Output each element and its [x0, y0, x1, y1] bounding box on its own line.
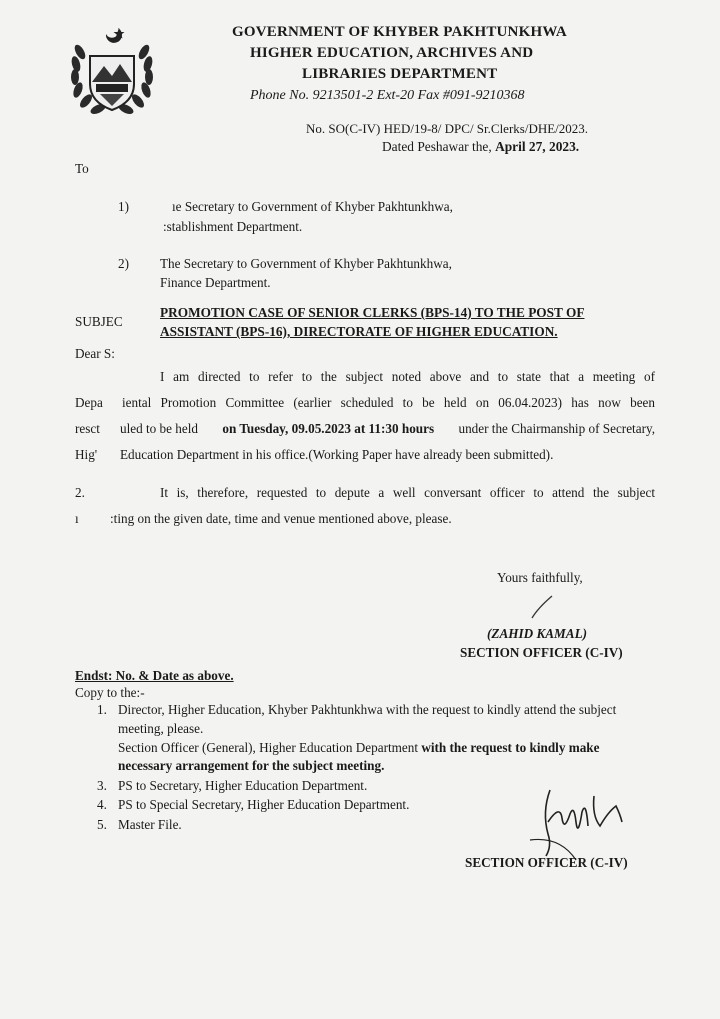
para1-line3b: uled to be held [120, 421, 199, 436]
closing: Yours faithfully, [497, 570, 583, 585]
para2-line2b: :ting on the given date, time and venue mentioned above, please. [110, 511, 452, 526]
header-department-line1: HIGHER EDUCATION, ARCHIVES AND [250, 45, 534, 61]
recipient-2-number: 2) [118, 256, 129, 271]
endorsement-signoff: SECTION OFFICER (C-IV) [465, 855, 628, 870]
copy-item-1-line1: Director, Higher Education, Khyber Pakhtunkhwa with the request to kindly attend the subject [118, 702, 617, 717]
subject-line1: PROMOTION CASE OF SENIOR CLERKS (BPS-14) TO THE POST OF [160, 305, 585, 320]
recipient-2-line2: Finance Department. [160, 275, 271, 290]
copy-item-1-number: 1. [97, 702, 107, 717]
copy-item-4-line1: PS to Special Secretary, Higher Education Department. [118, 797, 410, 812]
copy-item-2-line2: necessary arrangement for the subject meeting. [118, 758, 385, 773]
dated-date: April 27, 2023. [495, 139, 580, 154]
header-government: GOVERNMENT OF KHYBER PAKHTUNKHWA [232, 24, 567, 40]
para1-line3a: resct [75, 421, 100, 436]
reference-number: No. SO(C-IV) HED/19-8/ DPC/ Sr.Clerks/DHE/2023. [306, 121, 589, 136]
copy-item-2-line1b: with the request to kindly make [421, 740, 600, 755]
para2-line1: It is, therefore, requested to depute a well conversant officer to attend the subject [160, 485, 655, 500]
handwritten-signature [520, 782, 630, 862]
copy-item-2-line1a: Section Officer (General), Higher Education Department [118, 740, 419, 755]
recipient-1-line1: ıe Secretary to Government of Khyber Pakhtunkhwa, [172, 199, 453, 214]
to-label: To [75, 161, 89, 176]
copy-item-1-line2: meeting, please. [118, 721, 204, 736]
copy-item-3-line1: PS to Secretary, Higher Education Department. [118, 778, 368, 793]
para1-line3 [120, 421, 655, 437]
subject-label: SUBJEC [75, 314, 123, 329]
recipient-1-line2: :stablishment Department. [163, 219, 303, 234]
recipient-2-line1: The Secretary to Government of Khyber Pakhtunkhwa, [160, 256, 452, 271]
salutation: Dear S: [75, 346, 115, 361]
copy-item-4-number: 4. [97, 797, 107, 812]
copy-item-5-line1: Master File. [118, 817, 182, 832]
endorsement-title: Endst: No. & Date as above. [75, 668, 234, 683]
dated-prefix: Dated Peshawar the, [382, 139, 492, 154]
para2-number: 2. [75, 485, 85, 500]
para1-line2a: Depa [75, 395, 103, 410]
signatory-name: (ZAHID KAMAL) [487, 626, 588, 641]
para2-line2a: ı [75, 511, 79, 526]
header-phone: Phone No. 9213501-2 Ext-20 Fax #091-9210368 [250, 88, 525, 103]
header-department-line2: LIBRARIES DEPARTMENT [302, 66, 498, 82]
copy-to-label: Copy to the:- [75, 685, 145, 700]
copy-item-3-number: 3. [97, 778, 107, 793]
para1-line2b: iental Promotion Committee (earlier scheduled to be held on 06.04.2023) has now been [122, 395, 655, 410]
signature-mark [528, 592, 558, 622]
para1-meeting-time: on Tuesday, 09.05.2023 at 11:30 hours [222, 421, 435, 436]
para1-line4a: Hig' [75, 447, 98, 462]
copy-item-2-line1 [118, 740, 599, 756]
government-emblem [66, 22, 158, 120]
signatory-title: SECTION OFFICER (C-IV) [460, 645, 623, 660]
para1-line4b: Education Department in his office.(Working Paper have already been submitted). [120, 447, 554, 462]
recipient-1-number: 1) [118, 199, 129, 214]
subject-line2: ASSISTANT (BPS-16), DIRECTORATE OF HIGHER EDUCATION. [160, 324, 558, 339]
dated-line [382, 139, 579, 155]
copy-item-5-number: 5. [97, 817, 107, 832]
para1-line1: I am directed to refer to the subject noted above and to state that a meeting of [160, 369, 655, 384]
para1-line3d: under the Chairmanship of Secretary, [458, 421, 655, 436]
